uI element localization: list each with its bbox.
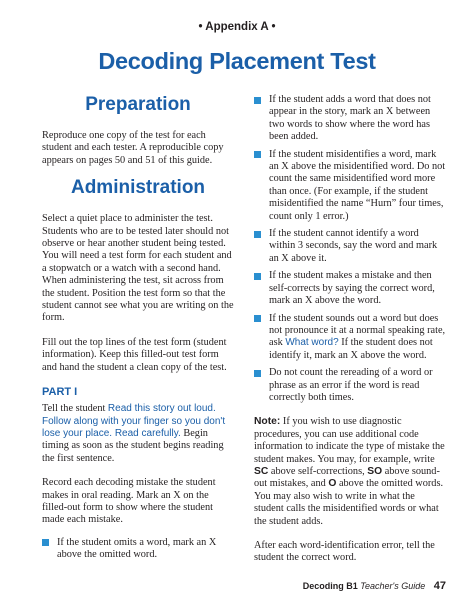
appendix-label: • Appendix A • bbox=[198, 21, 276, 33]
page-footer bbox=[303, 580, 446, 592]
square-bullet-icon bbox=[254, 231, 261, 238]
note-paragraph: Note: If you wish to use diagnostic procedures, you can use additional code information to indicate the type of mistake the student makes. You may, for example, write SC above self-corrections, SO above sound-out mistakes, and O above the omitted words. You may also wish to write in what the student calls the misidentified words or what the student adds. bbox=[254, 416, 445, 527]
teacher-script-text: Read this story out loud. Follow along with your finger so you don't lose your place. Read carefully. bbox=[42, 403, 226, 439]
code-sc: SC bbox=[254, 465, 269, 477]
instruction-text: Tell the student bbox=[42, 403, 108, 415]
after-error-paragraph: After each word-identification error, tell the student the correct word. bbox=[254, 540, 435, 564]
list-item: If the student omits a word, mark an X above the omitted word. bbox=[42, 537, 234, 562]
administration-heading: Administration bbox=[70, 177, 206, 199]
list-item: If the student cannot identify a word within 3 seconds, say the word and mark an X above it. bbox=[254, 228, 446, 265]
square-bullet-icon bbox=[254, 315, 261, 322]
square-bullet-icon bbox=[254, 370, 261, 377]
square-bullet-icon bbox=[42, 539, 49, 546]
list-item: If the student misidentifies a word, mark an X above the misidentified word. Do not count the same misidentified word more than once. (For example, if the student misidentified the name “Hurn” four times, count only 1 error.) bbox=[254, 149, 446, 223]
list-item: If the student makes a mistake and then self-corrects by saying the correct word, mark an X above the word. bbox=[254, 270, 446, 307]
preparation-heading: Preparation bbox=[85, 94, 191, 115]
right-column bbox=[254, 94, 446, 565]
list-item: Do not count the rereading of a word or phrase as an error if the word is read correctly both times. bbox=[254, 367, 446, 404]
administration-paragraph-2: Fill out the top lines of the test form (student information). Keep this filled-out test form and hand the student a clean copy of the test. bbox=[42, 336, 227, 373]
list-item: If the student sounds out a word but does not pronounce it at a normal speaking rate, ask What word? If the student does not identify it, mark an X above the word. bbox=[254, 313, 446, 363]
administration-paragraph-1: Select a quiet place to administer the test. Students who are to be tested later should not observe or hear another student being tested. You will need a test form for each student and a stopwatch or a watch with a second hand. When administering the test, sit across from the student. Position the test form so that the student cannot see what you are writing on the form. bbox=[42, 213, 234, 324]
code-so: SO bbox=[367, 465, 383, 477]
instruction-text-cont: Begin timing as soon as the student begins reading the first sentence. bbox=[42, 427, 224, 464]
part-one-paragraph-1 bbox=[42, 403, 234, 465]
preparation-text: Reproduce one copy of the test for each student and each tester. A reproducible copy appears on pages 50 and 51 of this guide. bbox=[42, 130, 224, 166]
part-one-paragraph-2: Record each decoding mistake the student makes in oral reading. Mark an X on the filled-out form to show where the student made each mistake. bbox=[42, 477, 216, 526]
square-bullet-icon bbox=[254, 273, 261, 280]
page-number: 47 bbox=[433, 580, 446, 592]
note-label: Note: bbox=[254, 416, 281, 428]
list-item: If the student adds a word that does not appear in the story, mark an X between two words to show where the word has been added. bbox=[254, 94, 446, 144]
square-bullet-icon bbox=[254, 97, 261, 104]
right-bullet-list bbox=[254, 94, 446, 404]
left-bullet-list bbox=[42, 537, 234, 562]
footer-book-title: Decoding B1 bbox=[302, 581, 358, 591]
footer-book-subtitle: Teacher's Guide bbox=[360, 581, 426, 591]
part-one-heading: PART I bbox=[42, 386, 78, 399]
teacher-script-text: What word? bbox=[285, 337, 339, 349]
code-o: O bbox=[328, 478, 337, 490]
left-column bbox=[42, 94, 234, 562]
page-title: Decoding Placement Test bbox=[98, 48, 376, 74]
square-bullet-icon bbox=[254, 151, 261, 158]
